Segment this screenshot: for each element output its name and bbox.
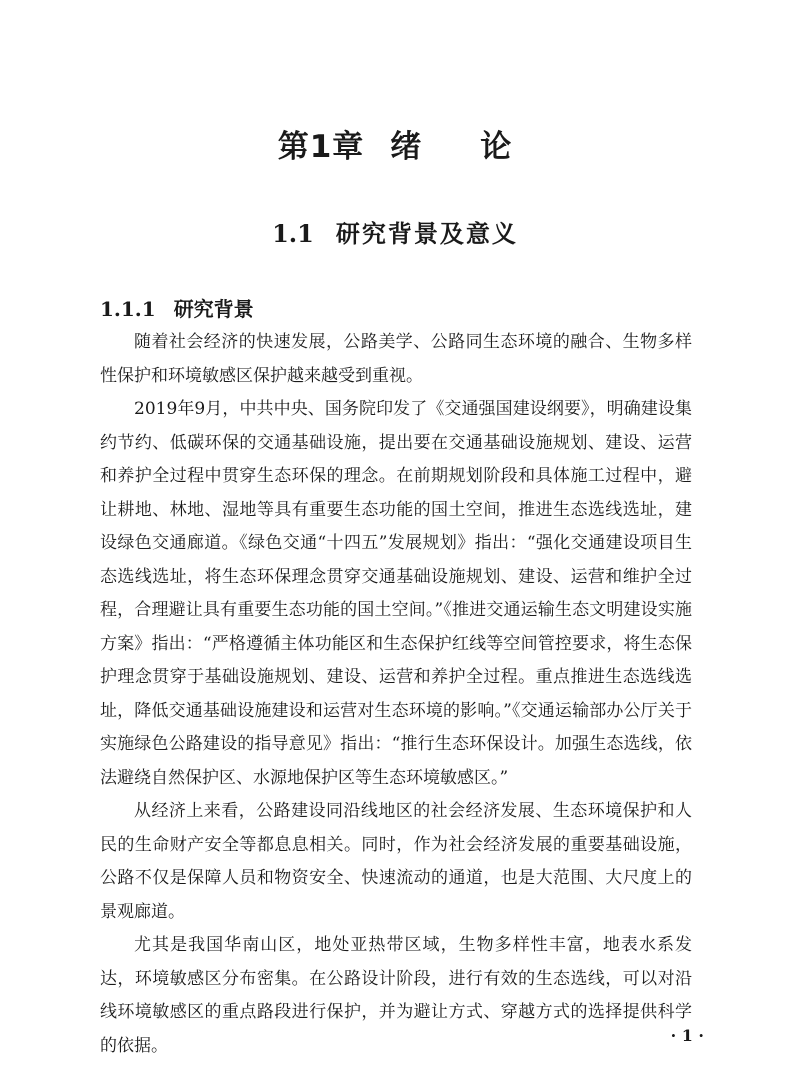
chapter-title [0, 125, 790, 169]
page-number: · 1 · [670, 1026, 704, 1045]
chapter-title-char-1: 绪 [390, 128, 423, 165]
paragraph: 随着社会经济的快速发展，公路美学、公路同生态环境的融合、生物多样性保护和环境敏感区保护越来越受到重视。 [100, 332, 692, 386]
paragraph: 2019年9月，中共中央、国务院印发了《交通强国建设纲要》，明确建设集约节约、低碳环保的交通基础设施，提出要在交通基础设施规划、建设、运营和养护全过程中贯穿生态环保的理念。在前期规划阶段和具体施工过程中，避让耕地、林地、湿地等具有重要生态功能的国土空间，推进生态选线选址，建设绿色交通廊道。《绿色交通“十四五”发展规划》指出：“强化交通建设项目生态选线选址，将生态环保理念贯穿交通基础设施规划、建设、运营和维护全过程，合理避让具有重要生态功能的国土空间。”《推进交通运输生态文明建设实施方案》指出：“严格遵循主体功能区和生态保护红线等空间管控要求，将生态保护理念贯穿于基础设施规划、建设、运营和养护全过程。重点推进生态选线选址，降低交通基础设施建设和运营对生态环境的影响。”《交通运输部办公厅关于实施绿色公路建设的指导意见》指出：“推行生态环保设计。加强生态选线，依法避绕自然保护区、水源地保护区等生态环境敏感区。” [100, 399, 692, 788]
subsection-title: 研究背景 [173, 297, 254, 321]
paragraph: 尤其是我国华南山区，地处亚热带区域，生物多样性丰富，地表水系发达，环境敏感区分布密集。在公路设计阶段，进行有效的生态选线，可以对沿线环境敏感区的重点路段进行保护，并为避让方式、穿越方式的选择提供科学的依据。 [100, 935, 692, 1056]
section-number: 1.1 [272, 218, 314, 248]
section-title: 研究背景及意义 [335, 218, 518, 248]
paragraph: 从经济上来看，公路建设同沿线地区的社会经济发展、生态环境保护和人民的生命财产安全等都息息相关。同时，作为社会经济发展的重要基础设施，公路不仅是保障人员和物资安全、快速流动的通道，也是大范围、大尺度上的景观廊道。 [100, 801, 692, 922]
chapter-label: 第1章 [277, 128, 365, 165]
subsection-heading [100, 294, 254, 324]
subsection-number: 1.1.1 [100, 297, 156, 321]
chapter-title-char-2: 论 [480, 128, 513, 165]
body-text [100, 326, 692, 1063]
section-heading [0, 216, 790, 252]
